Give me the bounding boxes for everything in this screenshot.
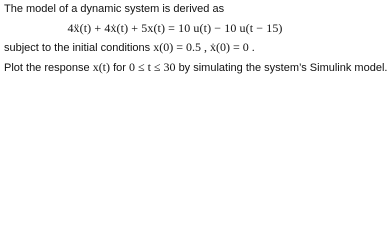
initial-conditions-math: x(0) = 0.5 , ẋ(0) = 0 . [153,40,255,54]
time-range: 0 ≤ t ≤ 30 [128,60,176,74]
initial-conditions-line [4,40,255,55]
plot-instruction-line [4,60,387,75]
plot-suffix: by simulating the system’s Simulink model. [178,62,387,74]
plot-prefix: Plot the response [4,62,90,74]
intro-text: The model of a dynamic system is derived as [4,3,225,15]
differential-equation: 4ẍ(t) + 4ẋ(t) + 5x(t) = 10 u(t) − 10 u(t − 15) [67,21,283,35]
plot-for: for [113,62,126,74]
conditions-label: subject to the initial conditions [4,42,151,54]
response-variable: x(t) [92,60,111,74]
